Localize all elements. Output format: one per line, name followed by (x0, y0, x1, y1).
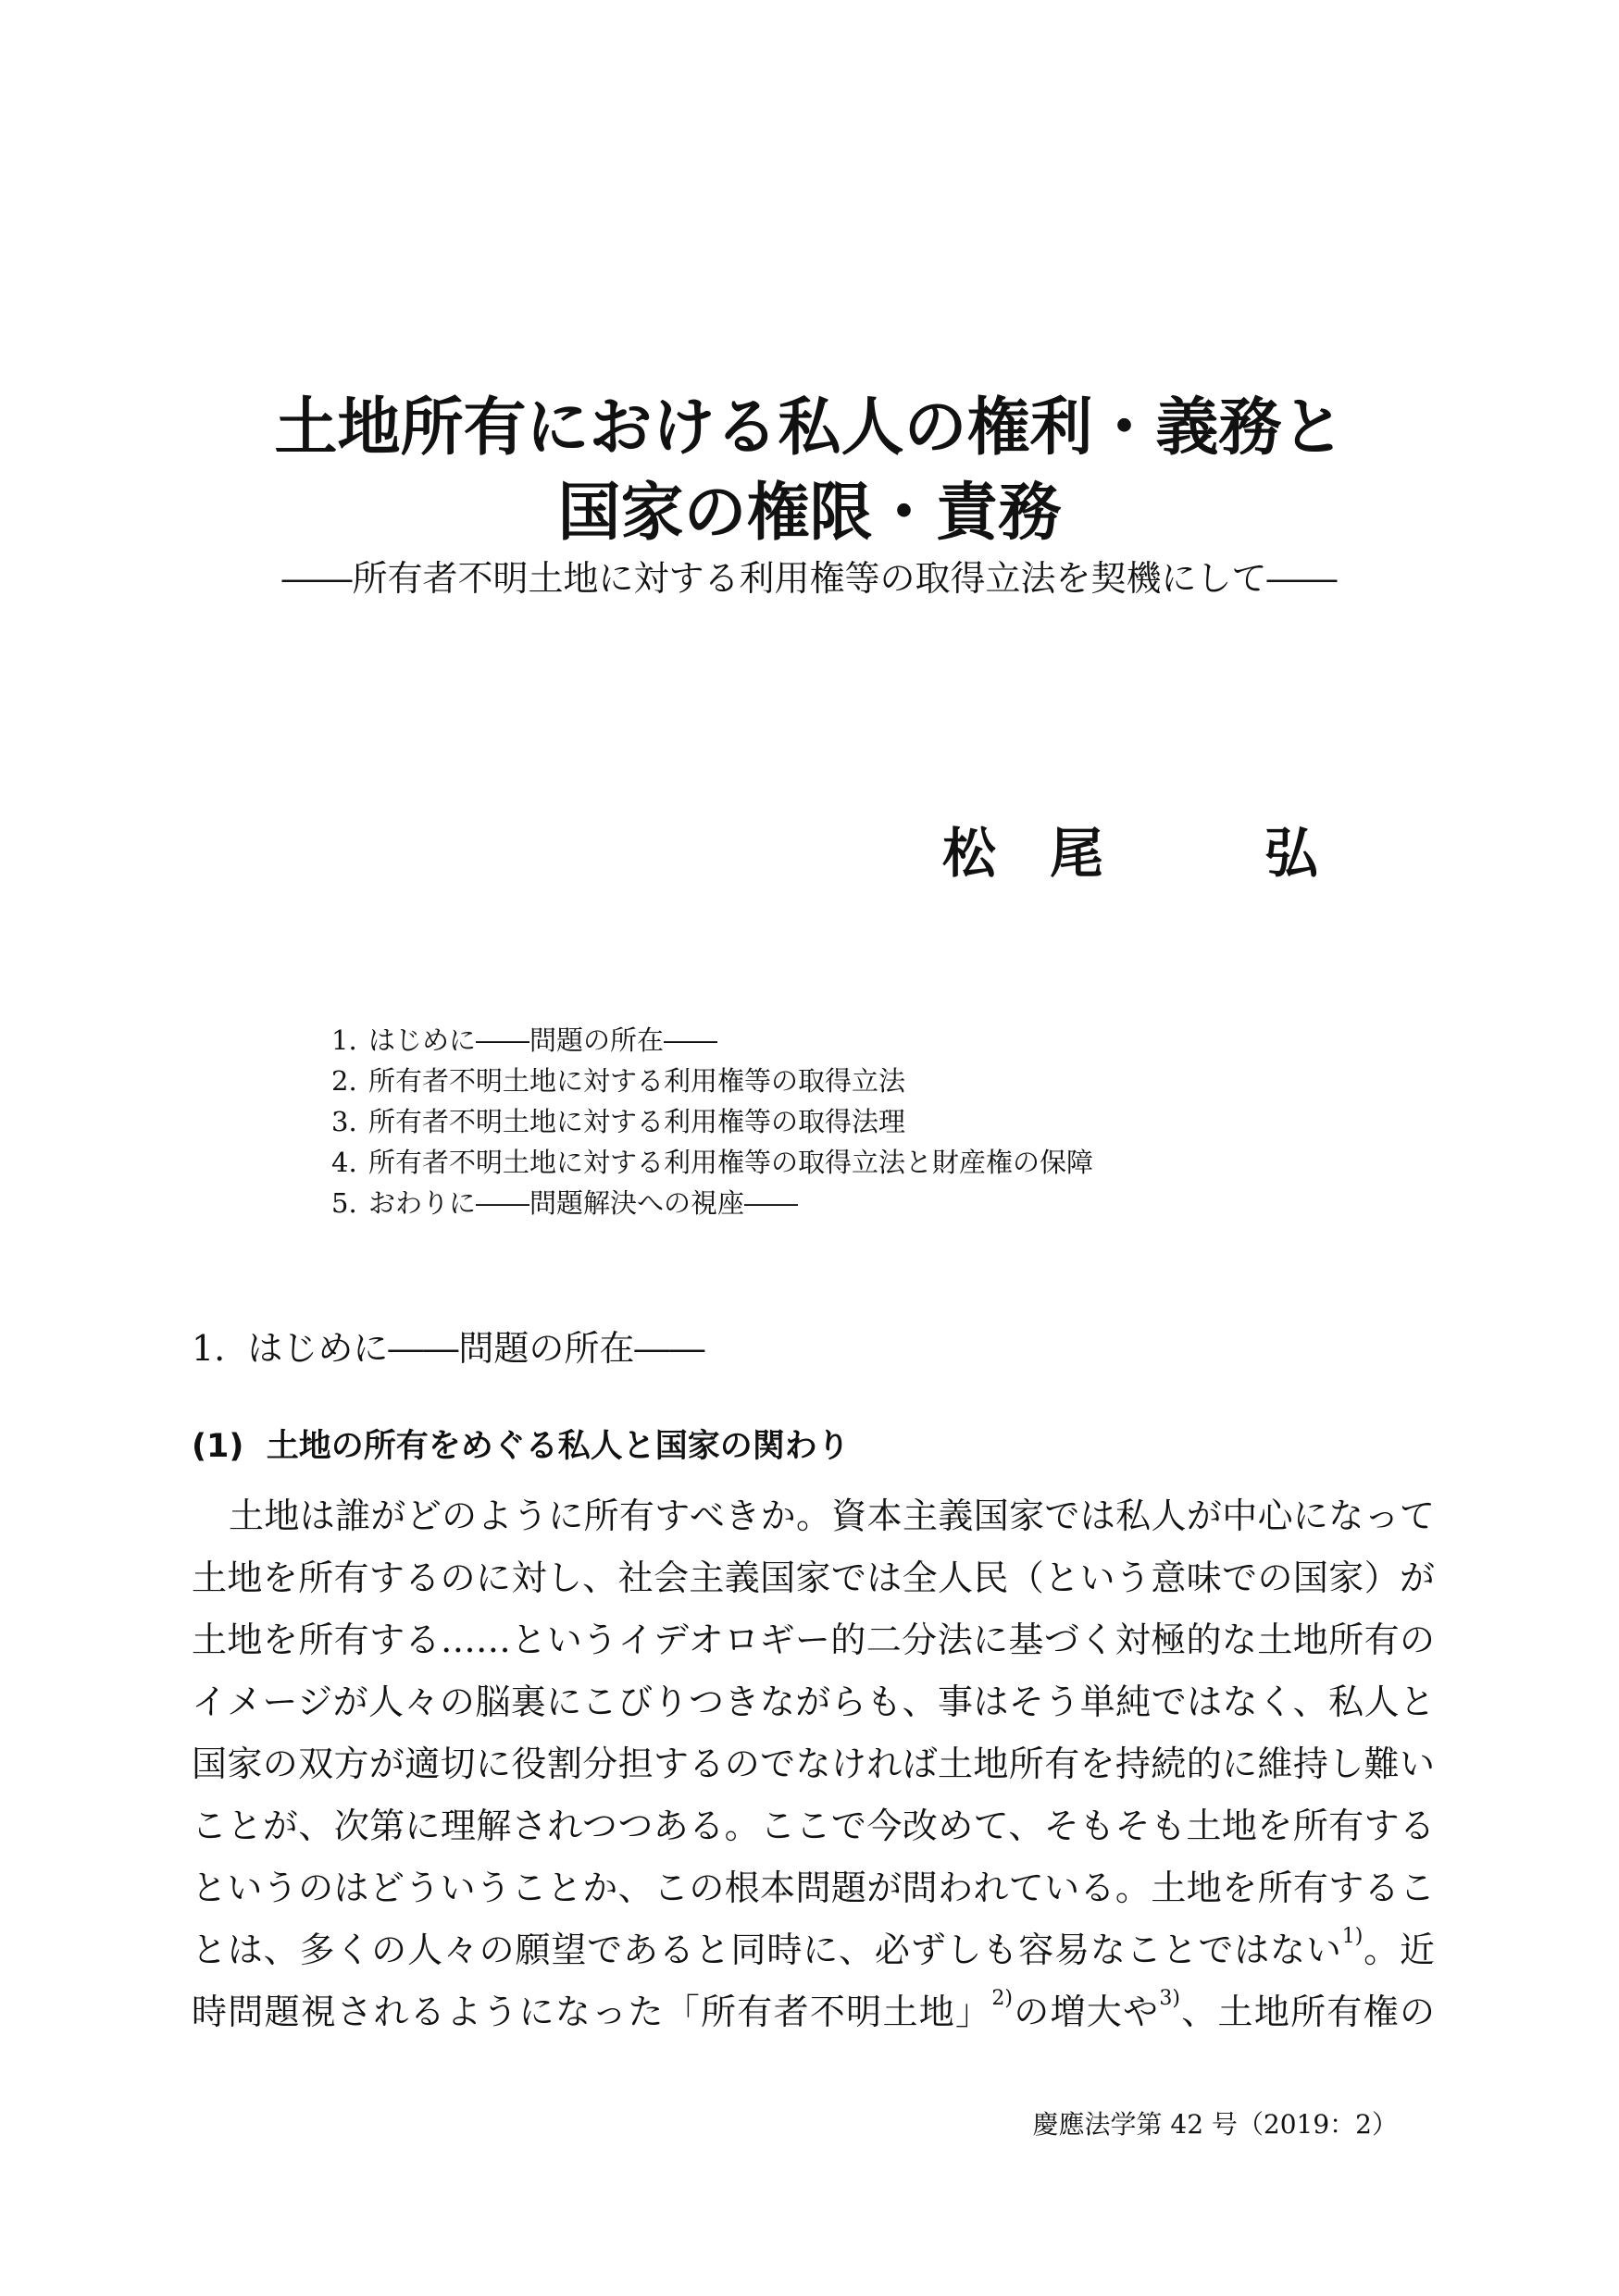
body-line: 国家の双方が適切に役割分担するのでなければ土地所有を持続的に維持し難い (192, 1744, 1435, 1784)
toc-item (331, 1024, 718, 1056)
toc-label: はじめに――問題の所在―― (368, 1024, 718, 1056)
body-line: 土地は誰がどのように所有すべきか。資本主義国家では私人が中心になって (229, 1496, 1435, 1536)
body-text: 時問題視されるようになった「所有者不明土地」 (192, 1992, 992, 2032)
toc-num: 5. (331, 1187, 357, 1219)
subsection-heading: (1) 土地の所有をめぐる私人と国家の関わり (192, 1428, 850, 1465)
body-line: 土地を所有するのに対し、社会主義国家では全人民（という意味での国家）が (192, 1558, 1435, 1598)
toc-item (331, 1106, 906, 1137)
toc-label: 所有者不明土地に対する利用権等の取得立法 (368, 1065, 906, 1097)
footnote-ref[interactable]: 2) (991, 1987, 1013, 2010)
body-text: の増大や (1012, 1992, 1160, 2032)
toc-label: 所有者不明土地に対する利用権等の取得立法と財産権の保障 (368, 1147, 1094, 1178)
body-line: イメージが人々の脳裏にこびりつきながらも、事はそう単純ではなく、私人と (192, 1682, 1435, 1722)
toc-item (331, 1149, 1093, 1176)
toc-num: 1. (331, 1024, 357, 1056)
body-line: ことが、次第に理解されつつある。ここで今改めて、そもそも土地を所有する (192, 1806, 1435, 1846)
toc-label: 所有者不明土地に対する利用権等の取得法理 (368, 1106, 906, 1137)
section-heading: 1. はじめに――問題の所在―― (192, 1328, 705, 1369)
toc-num: 2. (331, 1065, 357, 1097)
journal-footer: 慶應法学第 42 号（2019：2） (1032, 2109, 1398, 2140)
toc-item (331, 1065, 906, 1097)
toc-num: 4. (331, 1147, 357, 1178)
article-title-line1: 土地所有における私人の権利・義務と (274, 391, 1345, 465)
body-line (192, 1987, 1435, 2032)
body-text: 。近 (1363, 1930, 1435, 1970)
footnote-ref[interactable]: 3) (1159, 1987, 1180, 2010)
body-text: 、土地所有権の (1179, 1992, 1435, 2032)
article-subtitle: ――所有者不明土地に対する利用権等の取得立法を契機にして―― (281, 558, 1338, 599)
toc-num: 3. (331, 1106, 357, 1137)
toc-item (331, 1187, 799, 1219)
body-text: とは、多くの人々の願望であると同時に、必ずしも容易なことではない (192, 1930, 1342, 1970)
footnote-ref[interactable]: 1) (1341, 1925, 1364, 1948)
author-name: 松 尾 弘 (942, 822, 1319, 885)
body-line: 土地を所有する……というイデオロギー的二分法に基づく対極的な土地所有の (192, 1620, 1435, 1660)
toc-label: おわりに――問題解決への視座―― (368, 1187, 799, 1219)
article-title-line2: 国家の権限・責務 (557, 476, 1062, 550)
body-line: というのはどういうことか、この根本問題が問われている。土地を所有するこ (192, 1868, 1435, 1908)
body-line (192, 1925, 1435, 1970)
